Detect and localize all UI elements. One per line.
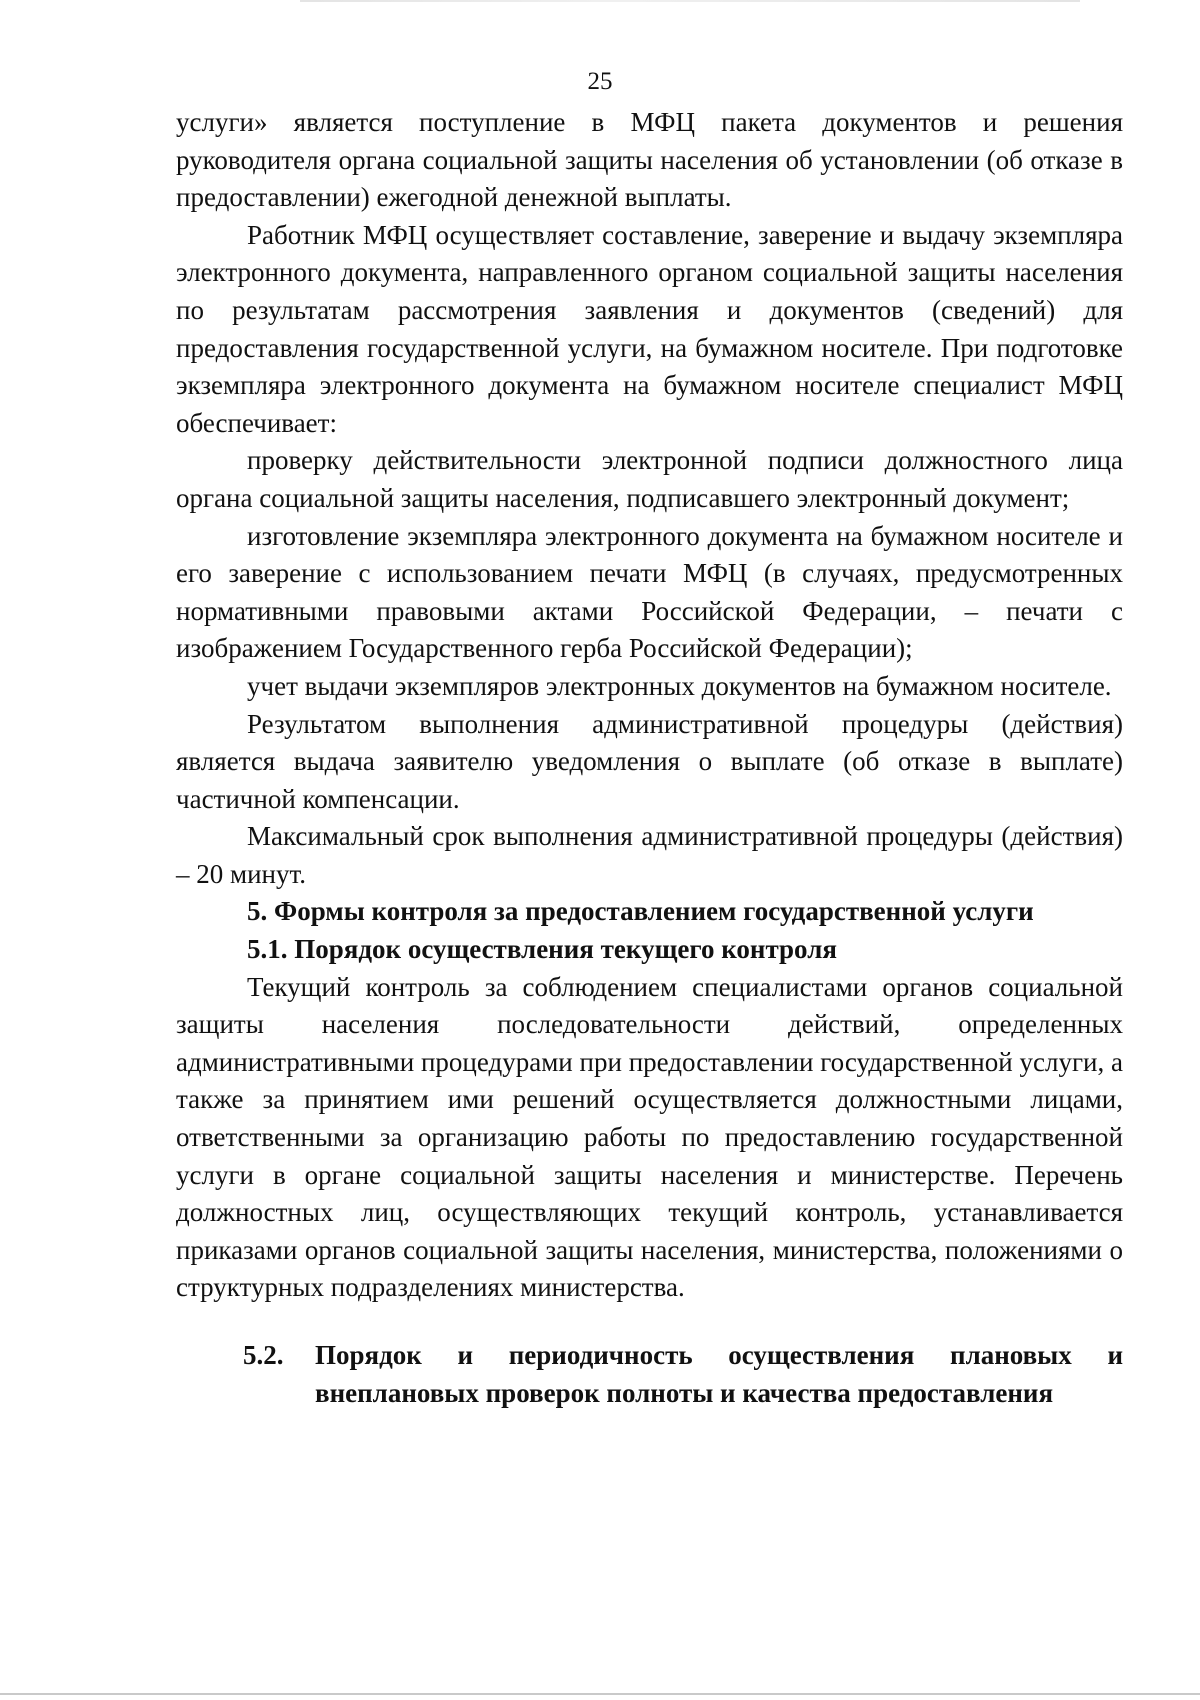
paragraph-continuation: услуги» является поступление в МФЦ пакета документов и решения руководителя органа социальной защиты населения об установлении (об отказе в предоставлении) ежегодной денежной выплаты. xyxy=(176,107,1123,213)
page-number: 25 xyxy=(587,68,613,95)
document-body xyxy=(176,104,1123,1412)
paragraph-copy-production: изготовление экземпляра электронного документа на бумажном носителе и его заверение с использованием печати МФЦ (в случаях, предусмотренных нормативными правовыми актами Российской Федерации, – печати с изображением Государственного герба Российской Федерации); xyxy=(176,520,1123,664)
section-5-heading: 5. Формы контроля за предоставлением государственной услуги xyxy=(247,896,1034,927)
section-5-2-number: 5.2. xyxy=(243,1340,284,1370)
paragraph-issue-accounting: учет выдачи экземпляров электронных документов на бумажном носителе. xyxy=(247,670,1112,701)
paragraph-mfc-worker: Работник МФЦ осуществляет составление, заверение и выдачу экземпляра электронного документа, направленного органом социальной защиты населения по результатам рассмотрения заявления и документов (сведений) для предоставления государственной услуги, на бумажном носителе. При подготовке экземпляра электронного документа на бумажном носителе специалист МФЦ обеспечивает: xyxy=(176,219,1123,438)
scan-bottom-edge xyxy=(0,1693,1200,1695)
section-5-1-heading: 5.1. Порядок осуществления текущего контроля xyxy=(247,934,837,965)
paragraph-current-control: Текущий контроль за соблюдением специалистами органов социальной защиты населения последовательности действий, определенных административными процедурами при предоставлении государственной услуги, а также за принятием ими решений осуществляется должностными лицами, ответственными за организацию работы по предоставлению государственной услуги в органе социальной защиты населения и министерстве. Перечень должностных лиц, осуществляющих текущий контроль, устанавливается приказами органов социальной защиты населения, министерства, положениями о структурных подразделениях министерства. xyxy=(176,971,1123,1303)
section-5-2-title: Порядок и периодичность осуществления плановых и внеплановых проверок полноты и качества предоставления xyxy=(315,1340,1123,1408)
section-5-2-heading xyxy=(176,1337,1123,1412)
scan-top-edge xyxy=(300,0,1080,2)
paragraph-signature-check: проверку действительности электронной подписи должностного лица органа социальной защиты населения, подписавшего электронный документ; xyxy=(176,445,1123,513)
paragraph-max-duration: Максимальный срок выполнения административной процедуры (действия) – 20 минут. xyxy=(176,821,1123,889)
paragraph-procedure-result: Результатом выполнения административной процедуры (действия) является выдача заявителю уведомления о выплате (об отказе в выплате) частичной компенсации. xyxy=(176,708,1123,814)
